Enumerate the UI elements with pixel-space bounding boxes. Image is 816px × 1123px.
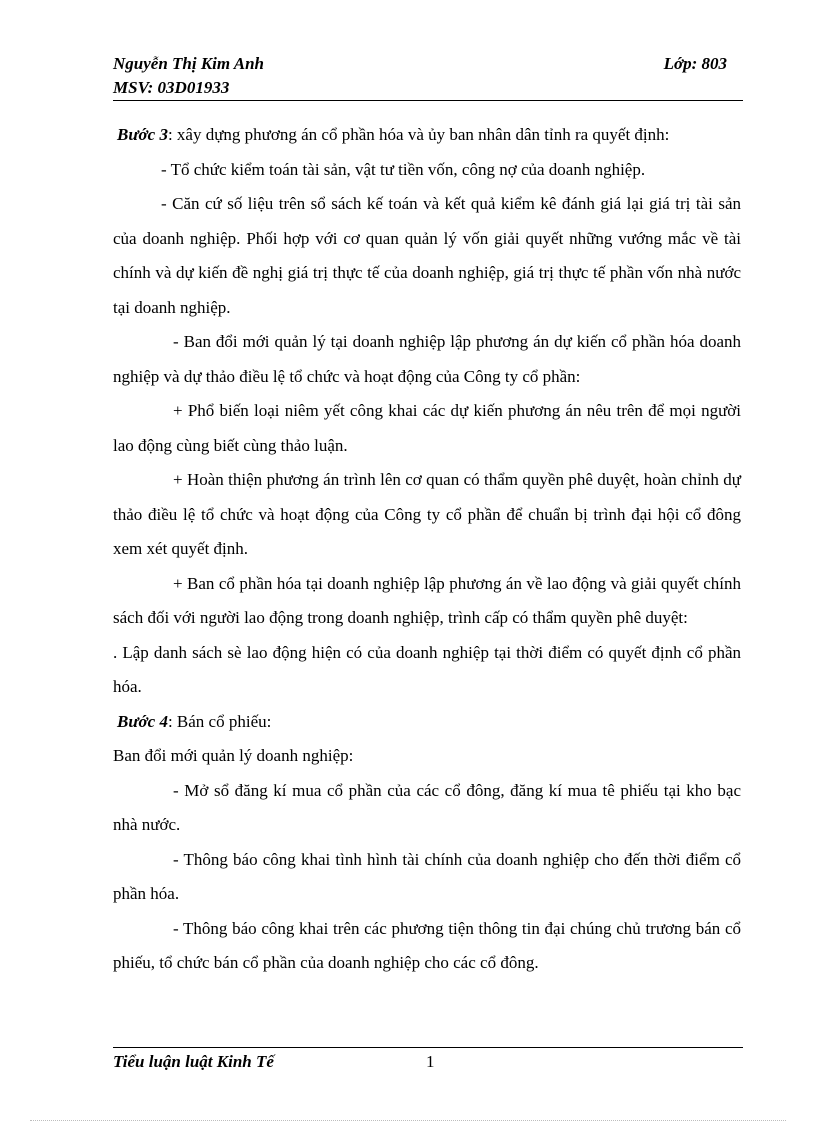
header-divider — [113, 100, 743, 101]
paragraph-register: - Mở sổ đăng kí mua cổ phần của các cổ đông, đăng kí mua tê phiếu tại kho bạc nhà nước. — [113, 780, 741, 834]
paragraph-disclose-media: - Thông báo công khai trên các phương tiện thông tin đại chúng chủ trương bán cổ phiếu, tổ chức bán cổ phần của doanh nghiệp cho các cổ đông. — [113, 918, 741, 972]
page-header — [113, 52, 743, 100]
student-id: MSV: 03D01933 — [113, 78, 230, 97]
paragraph-plan: - Ban đổi mới quản lý tại doanh nghiệp lập phương án dự kiến cổ phần hóa doanh nghiệp và dự thảo điều lệ tổ chức và hoạt động của Công ty cổ phần: — [113, 332, 741, 386]
header-row-2 — [113, 76, 743, 100]
paragraph-step-3 — [113, 118, 741, 153]
paragraph-labor-plan: + Ban cổ phần hóa tại doanh nghiệp lập phương án về lao động và giải quyết chính sách đối với người lao động trong doanh nghiệp, trình cấp có thẩm quyền phê duyệt: — [113, 573, 741, 627]
author-name: Nguyễn Thị Kim Anh — [113, 54, 264, 73]
paragraph-announce: + Phổ biến loại niêm yết công khai các dự kiến phương án nêu trên để mọi người lao động cùng biết cùng thảo luận. — [113, 401, 741, 455]
footer-divider — [113, 1047, 743, 1048]
page-number: 1 — [426, 1052, 435, 1071]
paragraph-board: Ban đổi mới quản lý doanh nghiệp: — [113, 746, 354, 765]
class-label: Lớp: 803 — [663, 54, 727, 73]
paragraph-labor-list: . Lập danh sách sè lao động hiện có của doanh nghiệp tại thời điểm có quyết định cổ phần hóa. — [113, 642, 741, 696]
paragraph-valuation: - Căn cứ số liệu trên sổ sách kế toán và kết quả kiểm kê đánh giá lại giá trị tài sản của doanh nghiệp. Phối hợp với cơ quan quản lý vốn giải quyết những vướng mắc về tài chính và dự kiến đề nghị giá trị thực tế của doanh nghiệp, giá trị thực tế phần vốn nhà nước tại doanh nghiệp. — [113, 194, 741, 317]
page-footer — [113, 1050, 743, 1074]
step-4-text: : Bán cổ phiếu: — [167, 711, 272, 731]
step-3-label: Bước 3 — [117, 125, 168, 144]
step-4-label: Bước 4 — [117, 711, 168, 731]
footer-title: Tiểu luận luật Kinh Tế — [113, 1052, 274, 1071]
paragraph-step-4 — [113, 705, 741, 740]
page-edge-line — [30, 1120, 786, 1121]
paragraph-finalize: + Hoàn thiện phương án trình lên cơ quan có thẩm quyền phê duyệt, hoàn chỉnh dự thảo điều lệ tổ chức và hoạt động của Công ty cổ phần để chuẩn bị trình đại hội cổ đông xem xét quyết định. — [113, 470, 741, 558]
header-row-1 — [113, 52, 743, 76]
paragraph-audit: - Tổ chức kiểm toán tài sản, vật tư tiền vốn, công nợ của doanh nghiệp. — [161, 159, 646, 179]
document-body — [113, 118, 741, 981]
paragraph-disclose-finance: - Thông báo công khai tình hình tài chính của doanh nghiệp cho đến thời điểm cổ phần hóa. — [113, 849, 741, 903]
step-3-text: : xây dựng phương án cổ phần hóa và ủy ban nhân dân tỉnh ra quyết định: — [167, 125, 670, 144]
